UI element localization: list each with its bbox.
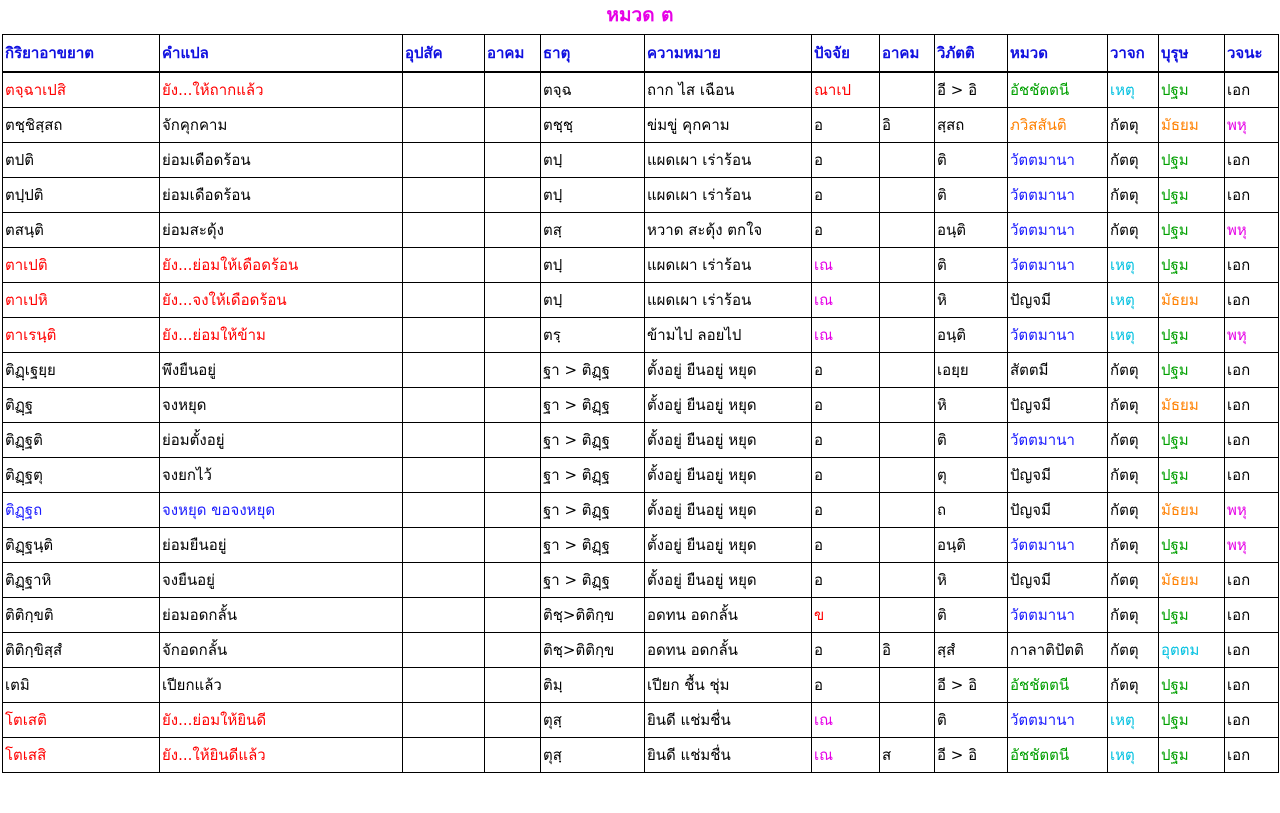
cell-augment-2 [880,143,935,178]
cell-translation: ย่อมอดกลั้น [160,598,403,633]
cell-number: เอก [1225,668,1279,703]
cell-verb: ตาเปติ [3,248,160,283]
cell-augment-2: ส [880,738,935,773]
cell-augment-1 [485,248,541,283]
cell-number: เอก [1225,248,1279,283]
cell-translation: จักคุกคาม [160,108,403,143]
table-row [3,283,1279,318]
cell-verb: ตปฺปติ [3,178,160,213]
cell-voice: กัตตุ [1108,563,1159,598]
cell-suffix: อ [812,493,880,528]
cell-translation: ยัง...ย่อมให้ข้าม [160,318,403,353]
cell-ending: ติ [935,598,1008,633]
cell-prefix [403,72,485,108]
cell-augment-1 [485,493,541,528]
table-row [3,598,1279,633]
cell-tense-group: กาลาติปัตติ [1008,633,1108,668]
cell-tense-group: วัตตมานา [1008,703,1108,738]
cell-person: ปฐม [1159,703,1225,738]
cell-root: ฐา > ติฏฺฐ [541,563,645,598]
cell-suffix: อ [812,178,880,213]
cell-meaning: ตั้งอยู่ ยืนอยู่ หยุด [645,353,812,388]
cell-root: ตรฺ [541,318,645,353]
cell-suffix: อ [812,353,880,388]
cell-person: ปฐม [1159,598,1225,633]
cell-voice: กัตตุ [1108,353,1159,388]
cell-tense-group: ภวิสสันติ [1008,108,1108,143]
cell-tense-group: วัตตมานา [1008,598,1108,633]
cell-root: ติชฺ>ติติกฺข [541,598,645,633]
cell-translation: ย่อมตั้งอยู่ [160,423,403,458]
cell-augment-1 [485,143,541,178]
cell-augment-2 [880,178,935,213]
cell-verb: ตาเปหิ [3,283,160,318]
cell-suffix: อ [812,108,880,143]
cell-tense-group: ปัญจมี [1008,493,1108,528]
cell-translation: เปียกแล้ว [160,668,403,703]
cell-augment-2 [880,318,935,353]
cell-suffix: อ [812,563,880,598]
cell-translation: ยัง...ย่อมให้ยินดี [160,703,403,738]
table-row [3,388,1279,423]
cell-translation: ย่อมยืนอยู่ [160,528,403,563]
cell-number: เอก [1225,458,1279,493]
cell-voice: กัตตุ [1108,178,1159,213]
cell-ending: หิ [935,563,1008,598]
cell-augment-2 [880,213,935,248]
cell-augment-2 [880,493,935,528]
table-row [3,72,1279,108]
cell-person: ปฐม [1159,353,1225,388]
cell-root: ตปฺ [541,178,645,213]
cell-augment-1 [485,353,541,388]
cell-ending: อี > อิ [935,738,1008,773]
cell-meaning: ถาก ไส เฉือน [645,72,812,108]
cell-verb: ติฏฺฐตุ [3,458,160,493]
cell-root: ฐา > ติฏฺฐ [541,493,645,528]
cell-number: เอก [1225,283,1279,318]
cell-root: ฐา > ติฏฺฐ [541,353,645,388]
cell-augment-2: อิ [880,633,935,668]
cell-meaning: ข้ามไป ลอยไป [645,318,812,353]
cell-tense-group: วัตตมานา [1008,143,1108,178]
cell-voice: กัตตุ [1108,143,1159,178]
cell-prefix [403,353,485,388]
cell-prefix [403,178,485,213]
cell-meaning: ยินดี แช่มชื่น [645,738,812,773]
cell-number: เอก [1225,72,1279,108]
cell-ending: หิ [935,388,1008,423]
table-row [3,213,1279,248]
cell-verb: โตเสติ [3,703,160,738]
cell-number: เอก [1225,633,1279,668]
cell-translation: จงยกไว้ [160,458,403,493]
cell-person: ปฐม [1159,458,1225,493]
cell-augment-1 [485,283,541,318]
cell-root: ตปฺ [541,143,645,178]
cell-translation: พึงยืนอยู่ [160,353,403,388]
cell-suffix: อ [812,213,880,248]
cell-augment-1 [485,423,541,458]
cell-voice: กัตตุ [1108,423,1159,458]
cell-verb: ติติกฺขติ [3,598,160,633]
cell-meaning: อดทน อดกลั้น [645,598,812,633]
table-row [3,528,1279,563]
cell-person: มัธยม [1159,493,1225,528]
cell-verb: ติฏฺฐนฺติ [3,528,160,563]
cell-verb: ติฏฺฐาหิ [3,563,160,598]
cell-verb: ติฏฺฐถ [3,493,160,528]
cell-augment-1 [485,72,541,108]
cell-prefix [403,703,485,738]
cell-person: ปฐม [1159,248,1225,283]
cell-voice: กัตตุ [1108,493,1159,528]
cell-voice: กัตตุ [1108,213,1159,248]
cell-root: ตปฺ [541,248,645,283]
cell-person: ปฐม [1159,668,1225,703]
cell-augment-2 [880,668,935,703]
table-row [3,493,1279,528]
cell-root: ตปฺ [541,283,645,318]
cell-tense-group: ปัญจมี [1008,283,1108,318]
cell-person: ปฐม [1159,318,1225,353]
column-header-meaning: ความหมาย [645,35,812,73]
cell-root: ตุสฺ [541,738,645,773]
table-row [3,178,1279,213]
cell-root: ฐา > ติฏฺฐ [541,458,645,493]
cell-root: ติมฺ [541,668,645,703]
cell-suffix: อ [812,388,880,423]
cell-ending: ติ [935,178,1008,213]
cell-ending: เอยฺย [935,353,1008,388]
cell-number: เอก [1225,423,1279,458]
cell-suffix: อ [812,423,880,458]
cell-voice: เหตุ [1108,318,1159,353]
page-title: หมวด ต [606,4,674,26]
cell-number: เอก [1225,143,1279,178]
cell-augment-2 [880,563,935,598]
cell-tense-group: วัตตมานา [1008,213,1108,248]
cell-root: ตชฺชฺ [541,108,645,143]
cell-meaning: เปียก ชื้น ชุ่ม [645,668,812,703]
cell-meaning: ตั้งอยู่ ยืนอยู่ หยุด [645,423,812,458]
table-row [3,423,1279,458]
cell-prefix [403,528,485,563]
cell-ending: ถ [935,493,1008,528]
cell-voice: เหตุ [1108,738,1159,773]
cell-number: เอก [1225,738,1279,773]
cell-prefix [403,248,485,283]
cell-ending: หิ [935,283,1008,318]
cell-root: ฐา > ติฏฺฐ [541,528,645,563]
cell-augment-1 [485,738,541,773]
cell-augment-1 [485,318,541,353]
cell-augment-2 [880,458,935,493]
cell-root: ตสฺ [541,213,645,248]
cell-augment-1 [485,213,541,248]
cell-prefix [403,493,485,528]
cell-person: อุตตม [1159,633,1225,668]
cell-tense-group: อัชชัตตนี [1008,738,1108,773]
cell-augment-1 [485,388,541,423]
cell-number: พหุ [1225,318,1279,353]
cell-prefix [403,318,485,353]
cell-ending: ติ [935,423,1008,458]
cell-translation: ยัง...ให้ถากแล้ว [160,72,403,108]
cell-tense-group: อัชชัตตนี [1008,668,1108,703]
cell-translation: ยัง...ให้ยินดีแล้ว [160,738,403,773]
cell-ending: อี > อิ [935,72,1008,108]
cell-number: พหุ [1225,528,1279,563]
cell-person: ปฐม [1159,423,1225,458]
cell-root: ติชฺ>ติติกฺข [541,633,645,668]
column-header-suffix: ปัจจัย [812,35,880,73]
cell-person: มัธยม [1159,108,1225,143]
cell-ending: อนฺติ [935,318,1008,353]
cell-meaning: หวาด สะดุ้ง ตกใจ [645,213,812,248]
cell-meaning: ตั้งอยู่ ยืนอยู่ หยุด [645,563,812,598]
table-row [3,143,1279,178]
cell-prefix [403,213,485,248]
cell-number: เอก [1225,703,1279,738]
cell-augment-1 [485,458,541,493]
cell-meaning: ตั้งอยู่ ยืนอยู่ หยุด [645,458,812,493]
cell-tense-group: ปัญจมี [1008,458,1108,493]
cell-prefix [403,563,485,598]
column-header-prefix: อุปสัค [403,35,485,73]
cell-augment-2 [880,703,935,738]
cell-augment-1 [485,528,541,563]
cell-prefix [403,143,485,178]
cell-verb: โตเสสิ [3,738,160,773]
cell-voice: เหตุ [1108,283,1159,318]
cell-tense-group: ปัญจมี [1008,388,1108,423]
table-row [3,108,1279,143]
column-header-augment-1: อาคม [485,35,541,73]
table-row [3,738,1279,773]
cell-number: เอก [1225,563,1279,598]
cell-tense-group: สัตตมี [1008,353,1108,388]
cell-meaning: แผดเผา เร่าร้อน [645,178,812,213]
cell-suffix: ข [812,598,880,633]
cell-suffix: อ [812,528,880,563]
cell-augment-2 [880,528,935,563]
cell-prefix [403,598,485,633]
cell-voice: กัตตุ [1108,388,1159,423]
cell-translation: ย่อมเดือดร้อน [160,143,403,178]
cell-root: ตุสฺ [541,703,645,738]
column-header-person: บุรุษ [1159,35,1225,73]
cell-number: พหุ [1225,108,1279,143]
cell-ending: สฺสํ [935,633,1008,668]
cell-prefix [403,668,485,703]
cell-prefix [403,738,485,773]
cell-prefix [403,388,485,423]
cell-number: พหุ [1225,213,1279,248]
cell-person: ปฐม [1159,213,1225,248]
cell-root: ฐา > ติฏฺฐ [541,388,645,423]
cell-meaning: แผดเผา เร่าร้อน [645,143,812,178]
cell-translation: ยัง...ย่อมให้เดือดร้อน [160,248,403,283]
cell-person: ปฐม [1159,528,1225,563]
cell-voice: กัตตุ [1108,528,1159,563]
cell-verb: ติฏฺเฐยฺย [3,353,160,388]
table-row [3,563,1279,598]
cell-voice: เหตุ [1108,248,1159,283]
cell-root: ฐา > ติฏฺฐ [541,423,645,458]
cell-number: เอก [1225,388,1279,423]
cell-translation: ย่อมสะดุ้ง [160,213,403,248]
column-header-root: ธาตุ [541,35,645,73]
cell-voice: กัตตุ [1108,108,1159,143]
cell-number: เอก [1225,598,1279,633]
column-header-verb: กิริยาอาขยาต [3,35,160,73]
cell-person: มัธยม [1159,283,1225,318]
cell-augment-2 [880,423,935,458]
cell-voice: กัตตุ [1108,458,1159,493]
cell-prefix [403,458,485,493]
cell-voice: กัตตุ [1108,633,1159,668]
cell-ending: ติ [935,248,1008,283]
cell-person: มัธยม [1159,388,1225,423]
cell-translation: จงหยุด [160,388,403,423]
cell-suffix: เณ [812,248,880,283]
cell-suffix: เณ [812,318,880,353]
cell-meaning: ข่มขู่ คุกคาม [645,108,812,143]
cell-suffix: อ [812,633,880,668]
cell-verb: ตปติ [3,143,160,178]
column-header-tense-group: หมวด [1008,35,1108,73]
cell-person: ปฐม [1159,738,1225,773]
cell-meaning: ตั้งอยู่ ยืนอยู่ หยุด [645,388,812,423]
cell-meaning: แผดเผา เร่าร้อน [645,248,812,283]
cell-voice: เหตุ [1108,72,1159,108]
column-header-translation: คำแปล [160,35,403,73]
cell-augment-2 [880,388,935,423]
cell-prefix [403,108,485,143]
cell-person: ปฐม [1159,143,1225,178]
cell-translation: ยัง...จงให้เดือดร้อน [160,283,403,318]
cell-ending: ติ [935,143,1008,178]
cell-ending: อนฺติ [935,528,1008,563]
conjugation-table [2,34,1279,773]
header-row [3,35,1279,73]
cell-root: ตจฺฉ [541,72,645,108]
cell-tense-group: วัตตมานา [1008,248,1108,283]
cell-augment-1 [485,108,541,143]
cell-augment-2 [880,283,935,318]
cell-meaning: อดทน อดกลั้น [645,633,812,668]
cell-augment-1 [485,668,541,703]
cell-augment-1 [485,633,541,668]
cell-verb: ตาเรนฺติ [3,318,160,353]
table-row [3,703,1279,738]
cell-suffix: เณ [812,738,880,773]
cell-ending: อนฺติ [935,213,1008,248]
cell-tense-group: วัตตมานา [1008,178,1108,213]
cell-translation: จงหยุด ขอจงหยุด [160,493,403,528]
cell-suffix: อ [812,458,880,493]
cell-suffix: เณ [812,283,880,318]
cell-number: เอก [1225,353,1279,388]
cell-prefix [403,423,485,458]
cell-tense-group: วัตตมานา [1008,423,1108,458]
cell-meaning: ตั้งอยู่ ยืนอยู่ หยุด [645,528,812,563]
cell-augment-1 [485,563,541,598]
cell-verb: ติฏฺฐ [3,388,160,423]
cell-tense-group: อัชชัตตนี [1008,72,1108,108]
table-row [3,633,1279,668]
column-header-augment-2: อาคม [880,35,935,73]
cell-voice: เหตุ [1108,703,1159,738]
cell-augment-2: อิ [880,108,935,143]
cell-ending: อี > อิ [935,668,1008,703]
cell-ending: สฺสถ [935,108,1008,143]
table-row [3,318,1279,353]
cell-meaning: ตั้งอยู่ ยืนอยู่ หยุด [645,493,812,528]
cell-ending: ตุ [935,458,1008,493]
cell-person: ปฐม [1159,178,1225,213]
cell-suffix: เณ [812,703,880,738]
table-row [3,668,1279,703]
cell-suffix: อ [812,668,880,703]
cell-verb: ตสนฺติ [3,213,160,248]
cell-augment-2 [880,353,935,388]
cell-translation: จงยืนอยู่ [160,563,403,598]
cell-prefix [403,283,485,318]
cell-number: พหุ [1225,493,1279,528]
table-body [3,72,1279,773]
cell-ending: ติ [935,703,1008,738]
cell-suffix: ณาเป [812,72,880,108]
cell-verb: ตชฺชิสฺสถ [3,108,160,143]
cell-translation: จักอดกลั้น [160,633,403,668]
cell-verb: ติติกฺขิสฺสํ [3,633,160,668]
table-row [3,353,1279,388]
cell-voice: กัตตุ [1108,668,1159,703]
cell-verb: ติฏฺฐติ [3,423,160,458]
cell-person: ปฐม [1159,72,1225,108]
cell-meaning: แผดเผา เร่าร้อน [645,283,812,318]
cell-augment-2 [880,598,935,633]
cell-person: มัธยม [1159,563,1225,598]
cell-number: เอก [1225,178,1279,213]
cell-suffix: อ [812,143,880,178]
cell-augment-1 [485,178,541,213]
cell-augment-2 [880,72,935,108]
cell-tense-group: วัตตมานา [1008,528,1108,563]
cell-voice: กัตตุ [1108,598,1159,633]
cell-prefix [403,633,485,668]
cell-verb: เตมิ [3,668,160,703]
cell-augment-1 [485,703,541,738]
cell-augment-1 [485,598,541,633]
column-header-ending: วิภัตติ [935,35,1008,73]
cell-verb: ตจฺฉาเปสิ [3,72,160,108]
table-header [3,35,1279,73]
column-header-voice: วาจก [1108,35,1159,73]
table-row [3,458,1279,493]
column-header-number: วจนะ [1225,35,1279,73]
cell-tense-group: วัตตมานา [1008,318,1108,353]
cell-tense-group: ปัญจมี [1008,563,1108,598]
cell-translation: ย่อมเดือดร้อน [160,178,403,213]
cell-meaning: ยินดี แช่มชื่น [645,703,812,738]
table-row [3,248,1279,283]
cell-augment-2 [880,248,935,283]
